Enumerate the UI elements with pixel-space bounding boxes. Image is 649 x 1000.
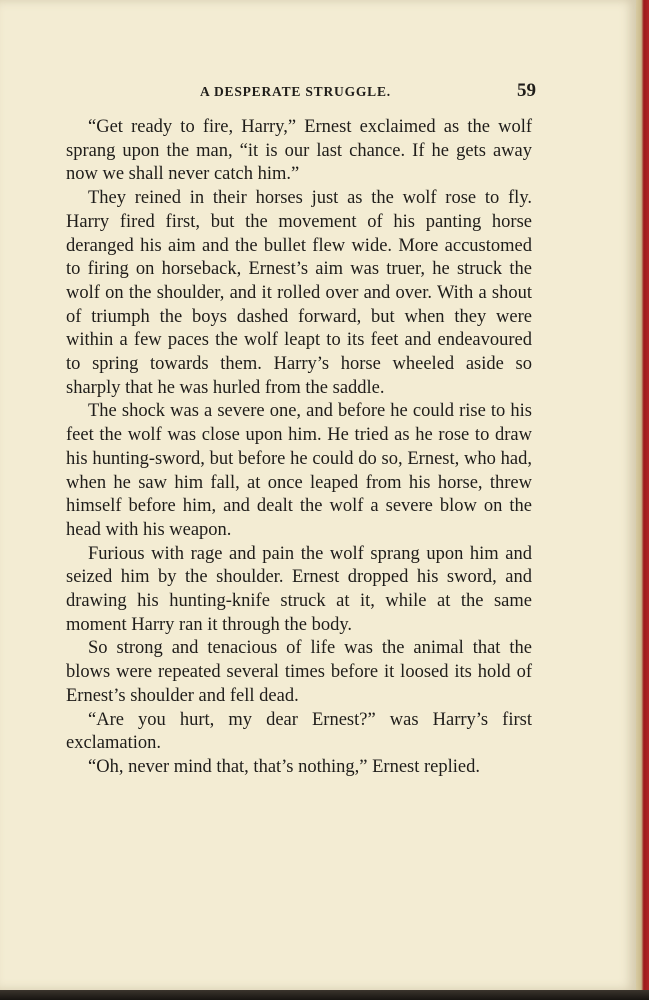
paragraph: They reined in their horses just as the wolf rose to fly. Harry fired first, but the movement of his panting horse deranged his aim and the bullet flew wide. More accustomed to firing on horseback, Ernest’s aim was truer, he struck the wolf on the shoulder, and it rolled over and over. With a shout of triumph the boys dashed forward, but when they were within a few paces the wolf leapt to its feet and endeavoured to spring towards them. Harry’s horse wheeled aside so sharply that he was hurled from the saddle. <box>66 188 532 398</box>
paragraph: “Oh, never mind that, that’s nothing,” Ernest replied. <box>88 756 480 777</box>
body-text <box>66 116 532 780</box>
page-number: 59 <box>517 80 536 101</box>
paragraph: “Get ready to fire, Harry,” Ernest exclaimed as the wolf sprang upon the man, “it is our last chance. If he gets away now we shall never catch him.” <box>66 117 532 185</box>
page-header <box>200 80 536 104</box>
paragraph: “Are you hurt, my dear Ernest?” was Harry’s first exclamation. <box>66 709 532 754</box>
book-edge <box>636 0 649 1000</box>
book-bottom-edge <box>0 990 649 1000</box>
running-head: A DESPERATE STRUGGLE. <box>200 84 391 99</box>
paragraph: So strong and tenacious of life was the animal that the blows were repeated several times before it loosed its hold of Ernest’s shoulder and fell dead. <box>66 638 532 706</box>
paragraph: Furious with rage and pain the wolf sprang upon him and seized him by the shoulder. Ernest dropped his sword, and drawing his hunting-knife struck at it, while at the same moment Harry ran it through the body. <box>66 543 532 635</box>
paragraph: The shock was a severe one, and before he could rise to his feet the wolf was close upon him. He tried as he rose to draw his hunting-sword, but before he could do so, Ernest, who had, when he saw him fall, at once leaped from his horse, threw himself before him, and dealt the wolf a severe blow on the head with his weapon. <box>66 401 532 540</box>
